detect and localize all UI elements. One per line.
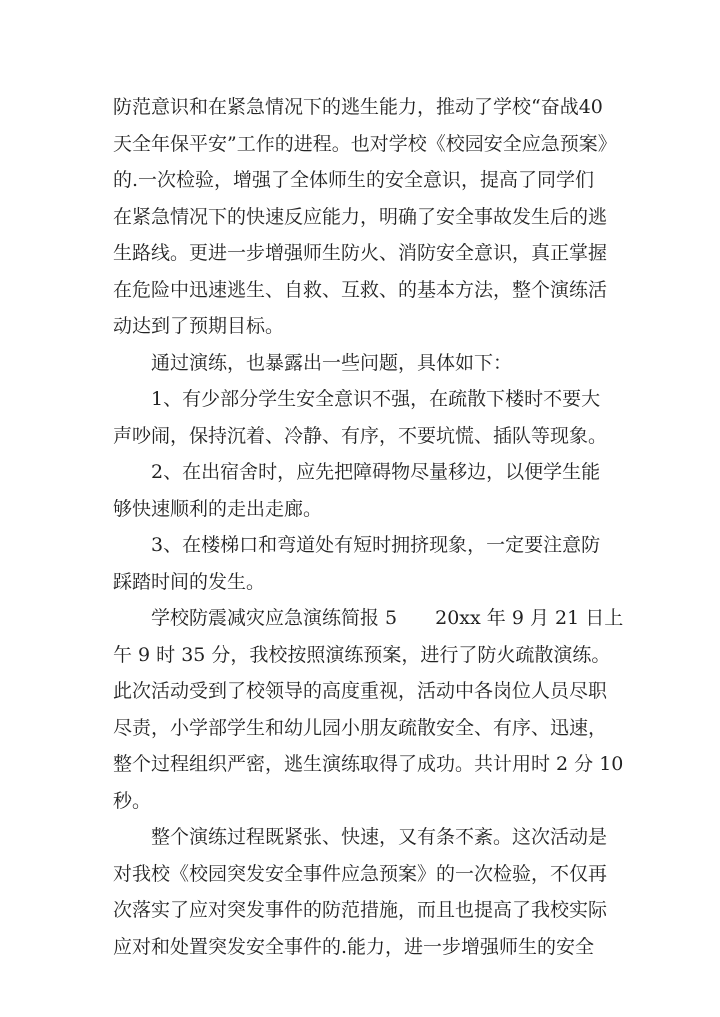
text-line: 防范意识和在紧急情况下的逃生能力，推动了学校“奋战40 [113, 96, 603, 118]
paragraph-issue-2 [113, 454, 613, 527]
text-line: 踩踏时间的发生。 [113, 570, 266, 593]
text-line: 学校防震减灾应急演练简报 5 20xx 年 9 月 21 日上 [151, 607, 624, 629]
text-line: 的.一次检验，增强了全体师生的安全意识，提高了同学们 [113, 169, 595, 191]
paragraph-drill-summary [113, 819, 613, 965]
text-line: 对我校《校园突发安全事件应急预案》的一次检验，不仅再 [113, 862, 608, 885]
text-line: 通过演练，也暴露出一些问题，具体如下： [151, 351, 513, 374]
document-body [113, 89, 624, 965]
paragraph-drill-outcome [113, 89, 617, 345]
text-line: 午 9 时 35 分，我校按照演练预案，进行了防火疏散演练。 [113, 643, 611, 666]
paragraph-issues-intro [113, 345, 613, 382]
text-line: 2、在出宿舍时，应先把障碍物尽量移边，以便学生能 [151, 461, 601, 483]
paragraph-issue-1 [113, 381, 613, 454]
text-line: 在危险中迅速逃生、自救、互救、的基本方法，整个演练活 [113, 278, 608, 301]
text-line: 生路线。更进一步增强师生防火、消防安全意识，真正掌握 [113, 242, 608, 264]
text-line: 够快速顺利的走出走廊。 [113, 497, 323, 520]
text-line: 1、有少部分学生安全意识不强，在疏散下楼时不要大 [151, 388, 601, 410]
text-line: 应对和处置突发安全事件的.能力，进一步增强师生的安全 [113, 935, 595, 958]
text-line: 此次活动受到了校领导的高度重视，活动中各岗位人员尽职 [113, 680, 608, 702]
text-line: 在紧急情况下的快速反应能力，明确了安全事故发生后的逃 [113, 205, 608, 228]
text-line: 声吵闹，保持沉着、冷静、有序，不要坑慌、插队等现象。 [113, 424, 608, 447]
text-line: 尽责，小学部学生和幼儿园小朋友疏散安全、有序、迅速， [113, 716, 608, 739]
text-line: 动达到了预期目标。 [113, 315, 285, 337]
text-line: 整个演练过程既紧张、快速，又有条不紊。这次活动是 [151, 826, 608, 848]
text-line: 3、在楼梯口和弯道处有短时拥挤现象，一定要注意防 [151, 534, 601, 556]
text-line: 天全年保平安”工作的进程。也对学校《校园安全应急预案》 [113, 132, 617, 155]
paragraph-issue-3 [113, 527, 613, 600]
text-line: 次落实了应对突发事件的防范措施，而且也提高了我校实际 [113, 899, 608, 921]
text-line: 整个过程组织严密，逃生演练取得了成功。共计用时 2 分 10 [113, 753, 624, 775]
paragraph-briefing-5 [113, 600, 624, 819]
text-line: 秒。 [113, 789, 152, 812]
